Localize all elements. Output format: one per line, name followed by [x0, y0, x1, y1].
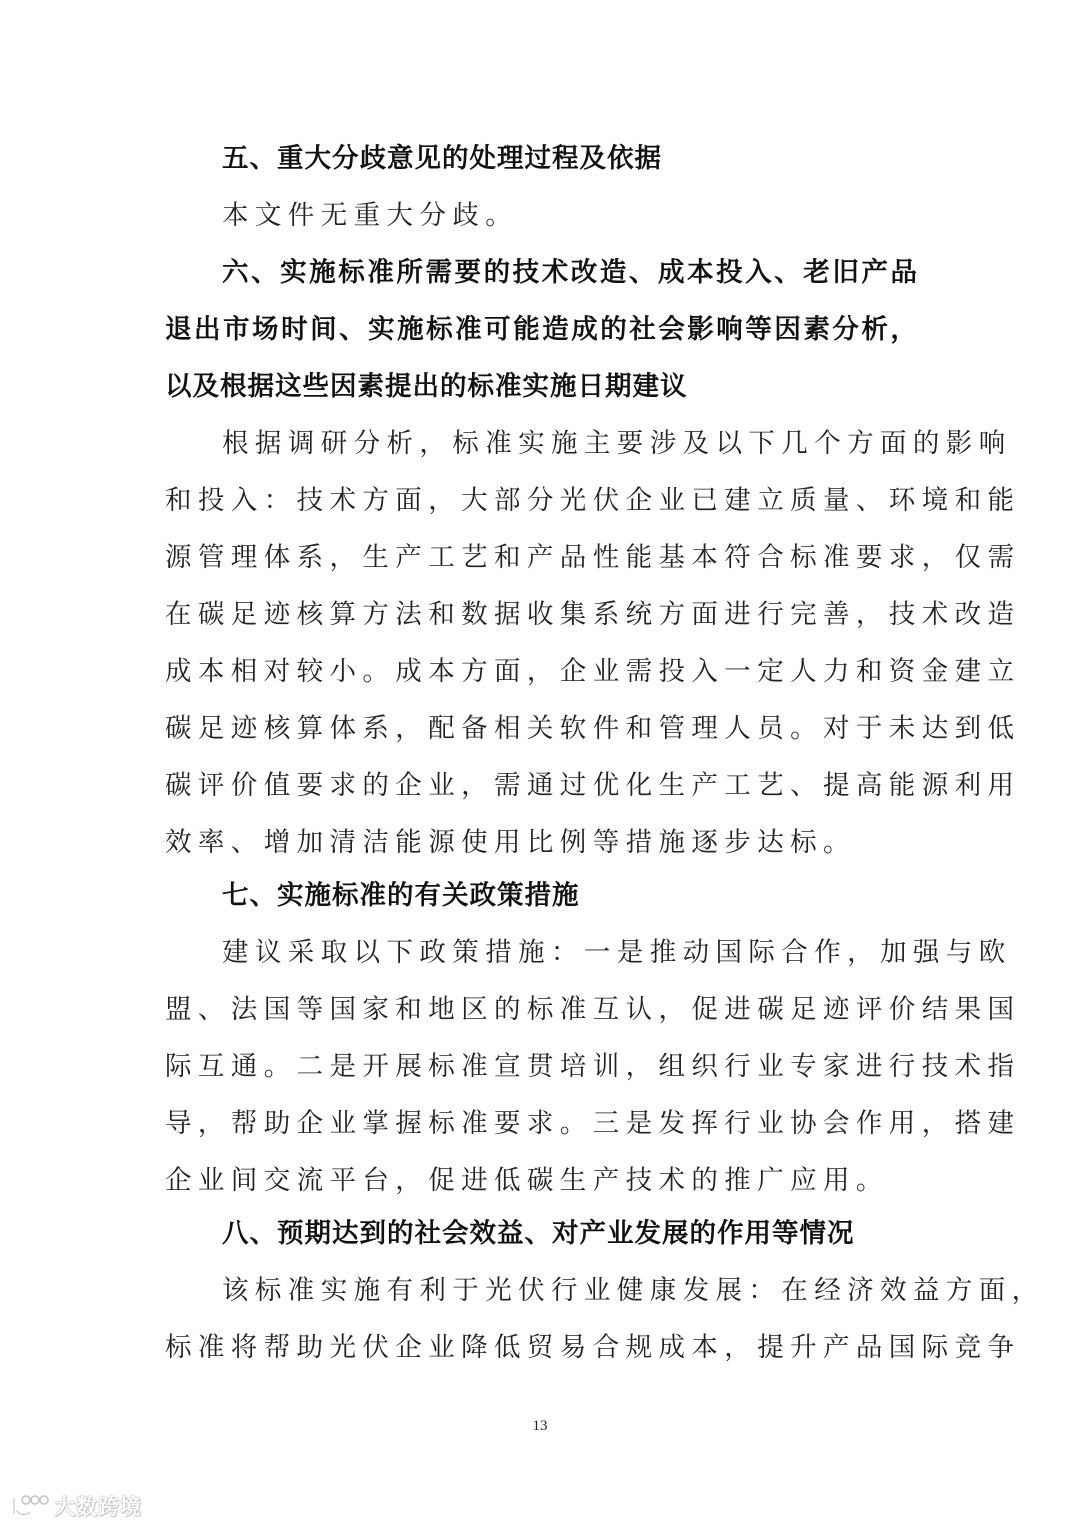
section-paragraph-8-line: 该标准实施有利于光伏行业健康发展：在经济效益方面，	[222, 1275, 1045, 1306]
section-paragraph-7-line: 盟、法国等国家和地区的标准互认，促进碳足迹评价结果国	[165, 994, 1021, 1025]
section-paragraph-6-line: 和投入：技术方面，大部分光伏企业已建立质量、环境和能	[165, 485, 1021, 516]
section-paragraph-5: 本文件无重大分歧。	[222, 200, 519, 231]
page-number: 13	[532, 1418, 548, 1434]
section-paragraph-7-line: 际互通。二是开展标准宣贯培训，组织行业专家进行技术指	[165, 1051, 1021, 1082]
section-heading-7: 七、实施标准的有关政策措施	[222, 880, 580, 911]
section-paragraph-6-line: 效率、增加清洁能源使用比例等措施逐步达标。	[165, 827, 856, 858]
k100-logo-icon	[8, 1492, 50, 1520]
section-paragraph-6-line: 碳评价值要求的企业，需通过优化生产工艺、提高能源利用	[165, 770, 1021, 801]
section-heading-5: 五、重大分歧意见的处理过程及依据	[222, 143, 662, 174]
section-paragraph-6-line: 根据调研分析，标准实施主要涉及以下几个方面的影响	[222, 428, 1012, 459]
watermark	[8, 1491, 142, 1521]
section-paragraph-6-line: 碳足迹核算体系，配备相关软件和管理人员。对于未达到低	[165, 713, 1021, 744]
section-heading-6-line-1: 六 、 实 施 标 准 所 需 要 的 技 术 改 造 、 成 本 投 入 、 老 旧 产 品	[222, 257, 917, 288]
section-paragraph-7-line: 企业间交流平台，促进低碳生产技术的推广应用。	[165, 1165, 889, 1196]
section-heading-6-line-2: 退 出 市 场 时 间 、 实 施 标 准 可 能 造 成 的 社 会 影 响 等 因 素 分 析 ，	[165, 314, 917, 345]
section-paragraph-8-line: 标准将帮助光伏企业降低贸易合规成本，提升产品国际竞争	[165, 1332, 1021, 1363]
section-heading-8: 八、预期达到的社会效益、对产业发展的作用等情况	[222, 1218, 855, 1249]
section-heading-6-line-3: 以及根据这些因素提出的标准实施日期建议	[165, 371, 688, 402]
section-paragraph-6-line: 成本相对较小。成本方面，企业需投入一定人力和资金建立	[165, 656, 1021, 687]
section-paragraph-7-line: 导，帮助企业掌握标准要求。三是发挥行业协会作用，搭建	[165, 1108, 1021, 1139]
watermark-text: 大数跨境	[54, 1495, 142, 1519]
section-paragraph-6-line: 源管理体系，生产工艺和产品性能基本符合标准要求，仅需	[165, 542, 1021, 573]
section-paragraph-7-line: 建议采取以下政策措施：一是推动国际合作，加强与欧	[222, 937, 1012, 968]
section-paragraph-6-line: 在碳足迹核算方法和数据收集系统方面进行完善，技术改造	[165, 599, 1021, 630]
